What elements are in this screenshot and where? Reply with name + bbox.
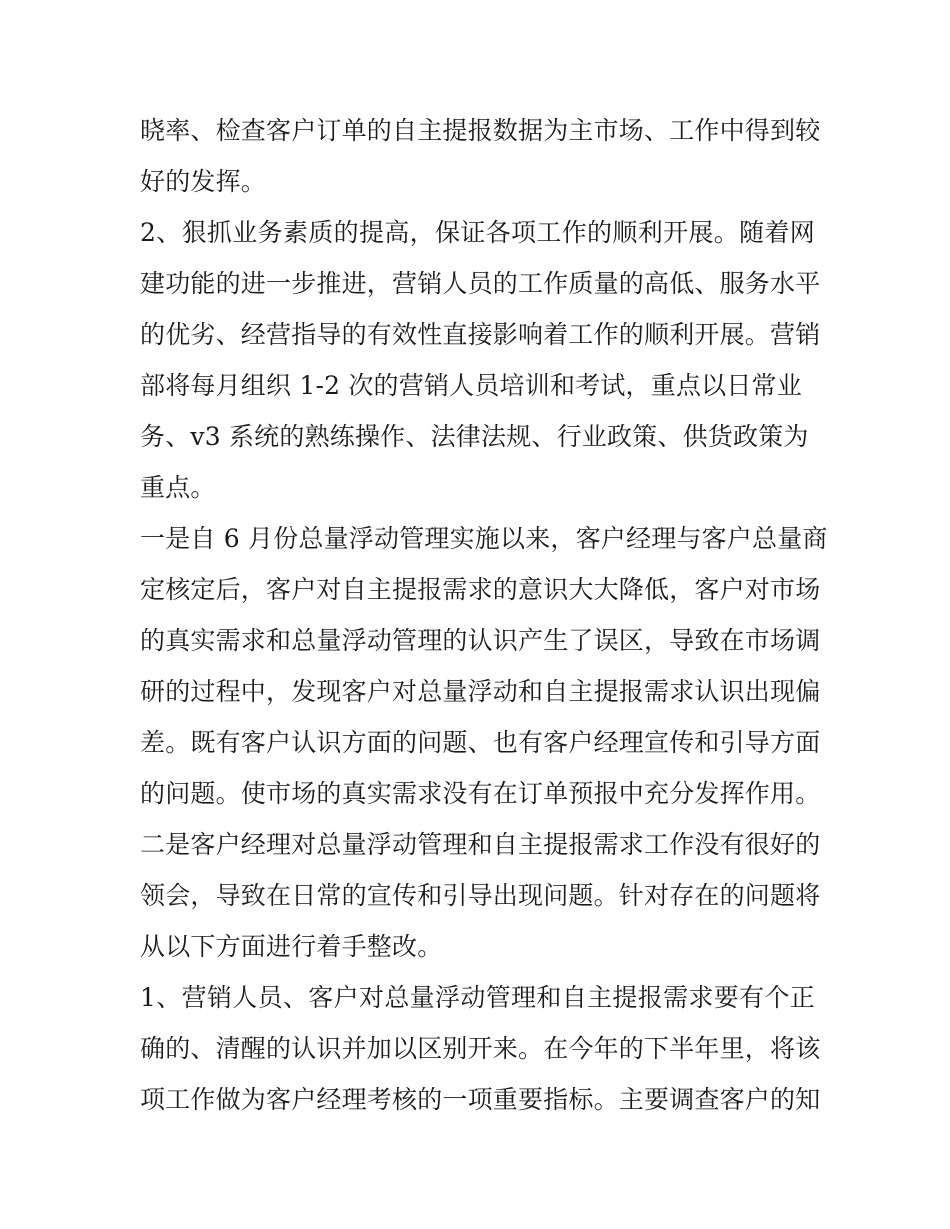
text-line: 建功能的进一步推进，营销人员的工作质量的高低、服务水平	[140, 269, 821, 298]
text-line: 领会，导致在日常的宣传和引导出现问题。针对存在的问题将	[140, 881, 821, 910]
text-line: 2、狠抓业务素质的提高，保证各项工作的顺利开展。随着网	[140, 218, 815, 247]
document-body	[140, 105, 828, 1125]
text-line: 好的发挥。	[140, 167, 267, 196]
text-line: 部将每月组织 1-2 次的营销人员培训和考试，重点以日常业	[140, 371, 802, 400]
text-line: 差。既有客户认识方面的问题、也有客户经理宣传和引导方面	[140, 728, 821, 757]
text-line: 研的过程中，发现客户对总量浮动和自主提报需求认识出现偏	[140, 677, 821, 706]
text-line: 的优劣、经营指导的有效性直接影响着工作的顺利开展。营销	[140, 320, 821, 349]
text-line: 的真实需求和总量浮动管理的认识产生了误区，导致在市场调	[140, 626, 821, 655]
text-line: 重点。	[140, 473, 216, 502]
text-line: 从以下方面进行着手整改。	[140, 932, 443, 961]
text-line: 务、v3 系统的熟练操作、法律法规、行业政策、供货政策为	[140, 422, 809, 451]
text-line: 一是自 6 月份总量浮动管理实施以来，客户经理与客户总量商	[140, 524, 828, 553]
text-line: 二是客户经理对总量浮动管理和自主提报需求工作没有很好的	[140, 830, 821, 859]
text-line: 项工作做为客户经理考核的一项重要指标。主要调查客户的知	[140, 1085, 821, 1114]
text-line: 确的、清醒的认识并加以区别开来。在今年的下半年里，将该	[140, 1034, 821, 1063]
text-line: 定核定后，客户对自主提报需求的意识大大降低，客户对市场	[140, 575, 821, 604]
text-line: 1、营销人员、客户对总量浮动管理和自主提报需求要有个正	[140, 983, 815, 1012]
text-line: 晓率、检查客户订单的自主提报数据为主市场、工作中得到较	[140, 116, 821, 145]
text-line: 的问题。使市场的真实需求没有在订单预报中充分发挥作用。	[140, 779, 821, 808]
